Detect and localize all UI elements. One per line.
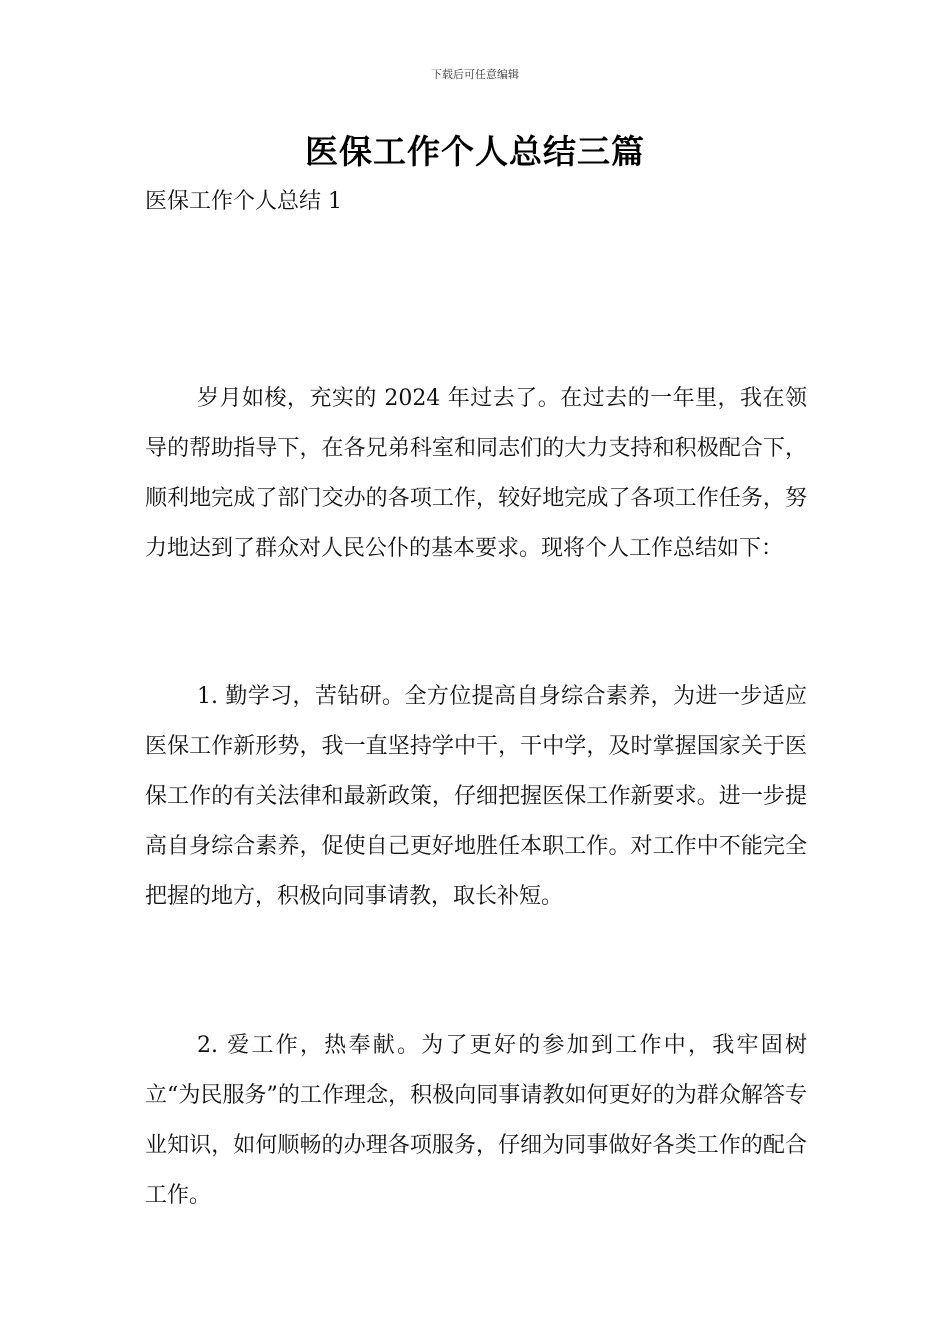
body-paragraph-1: 岁月如梭，充实的 2024 年过去了。在过去的一年里，我在领导的帮助指导下，在各兄弟科室和同志们的大力支持和积极配合下，顺利地完成了部门交办的各项工作，较好地完成了各项工作任务，努力地达到了群众对人民公仆的基本要求。现将个人工作总结如下： (145, 386, 807, 561)
body-paragraph-3: 2. 爱工作，热奉献。为了更好的参加到工作中，我牢固树立“为民服务”的工作理念，积极向同事请教如何更好的为群众解答专业知识，如何顺畅的办理各项服务，仔细为同事做好各类工作的配合工作。 (145, 1033, 807, 1208)
header-note: 下载后可任意编辑 (431, 68, 519, 81)
document-title: 医保工作个人总结三篇 (305, 132, 645, 171)
section-subtitle: 医保工作个人总结 1 (145, 189, 342, 214)
body-paragraph-2: 1. 勤学习，苦钻研。全方位提高自身综合素养，为进一步适应医保工作新形势，我一直坚持学中干，干中学，及时掌握国家关于医保工作的有关法律和最新政策，仔细把握医保工作新要求。进一步提高自身综合素养，促使自己更好地胜任本职工作。对工作中不能完全把握的地方，积极向同事请教，取长补短。 (145, 684, 807, 909)
